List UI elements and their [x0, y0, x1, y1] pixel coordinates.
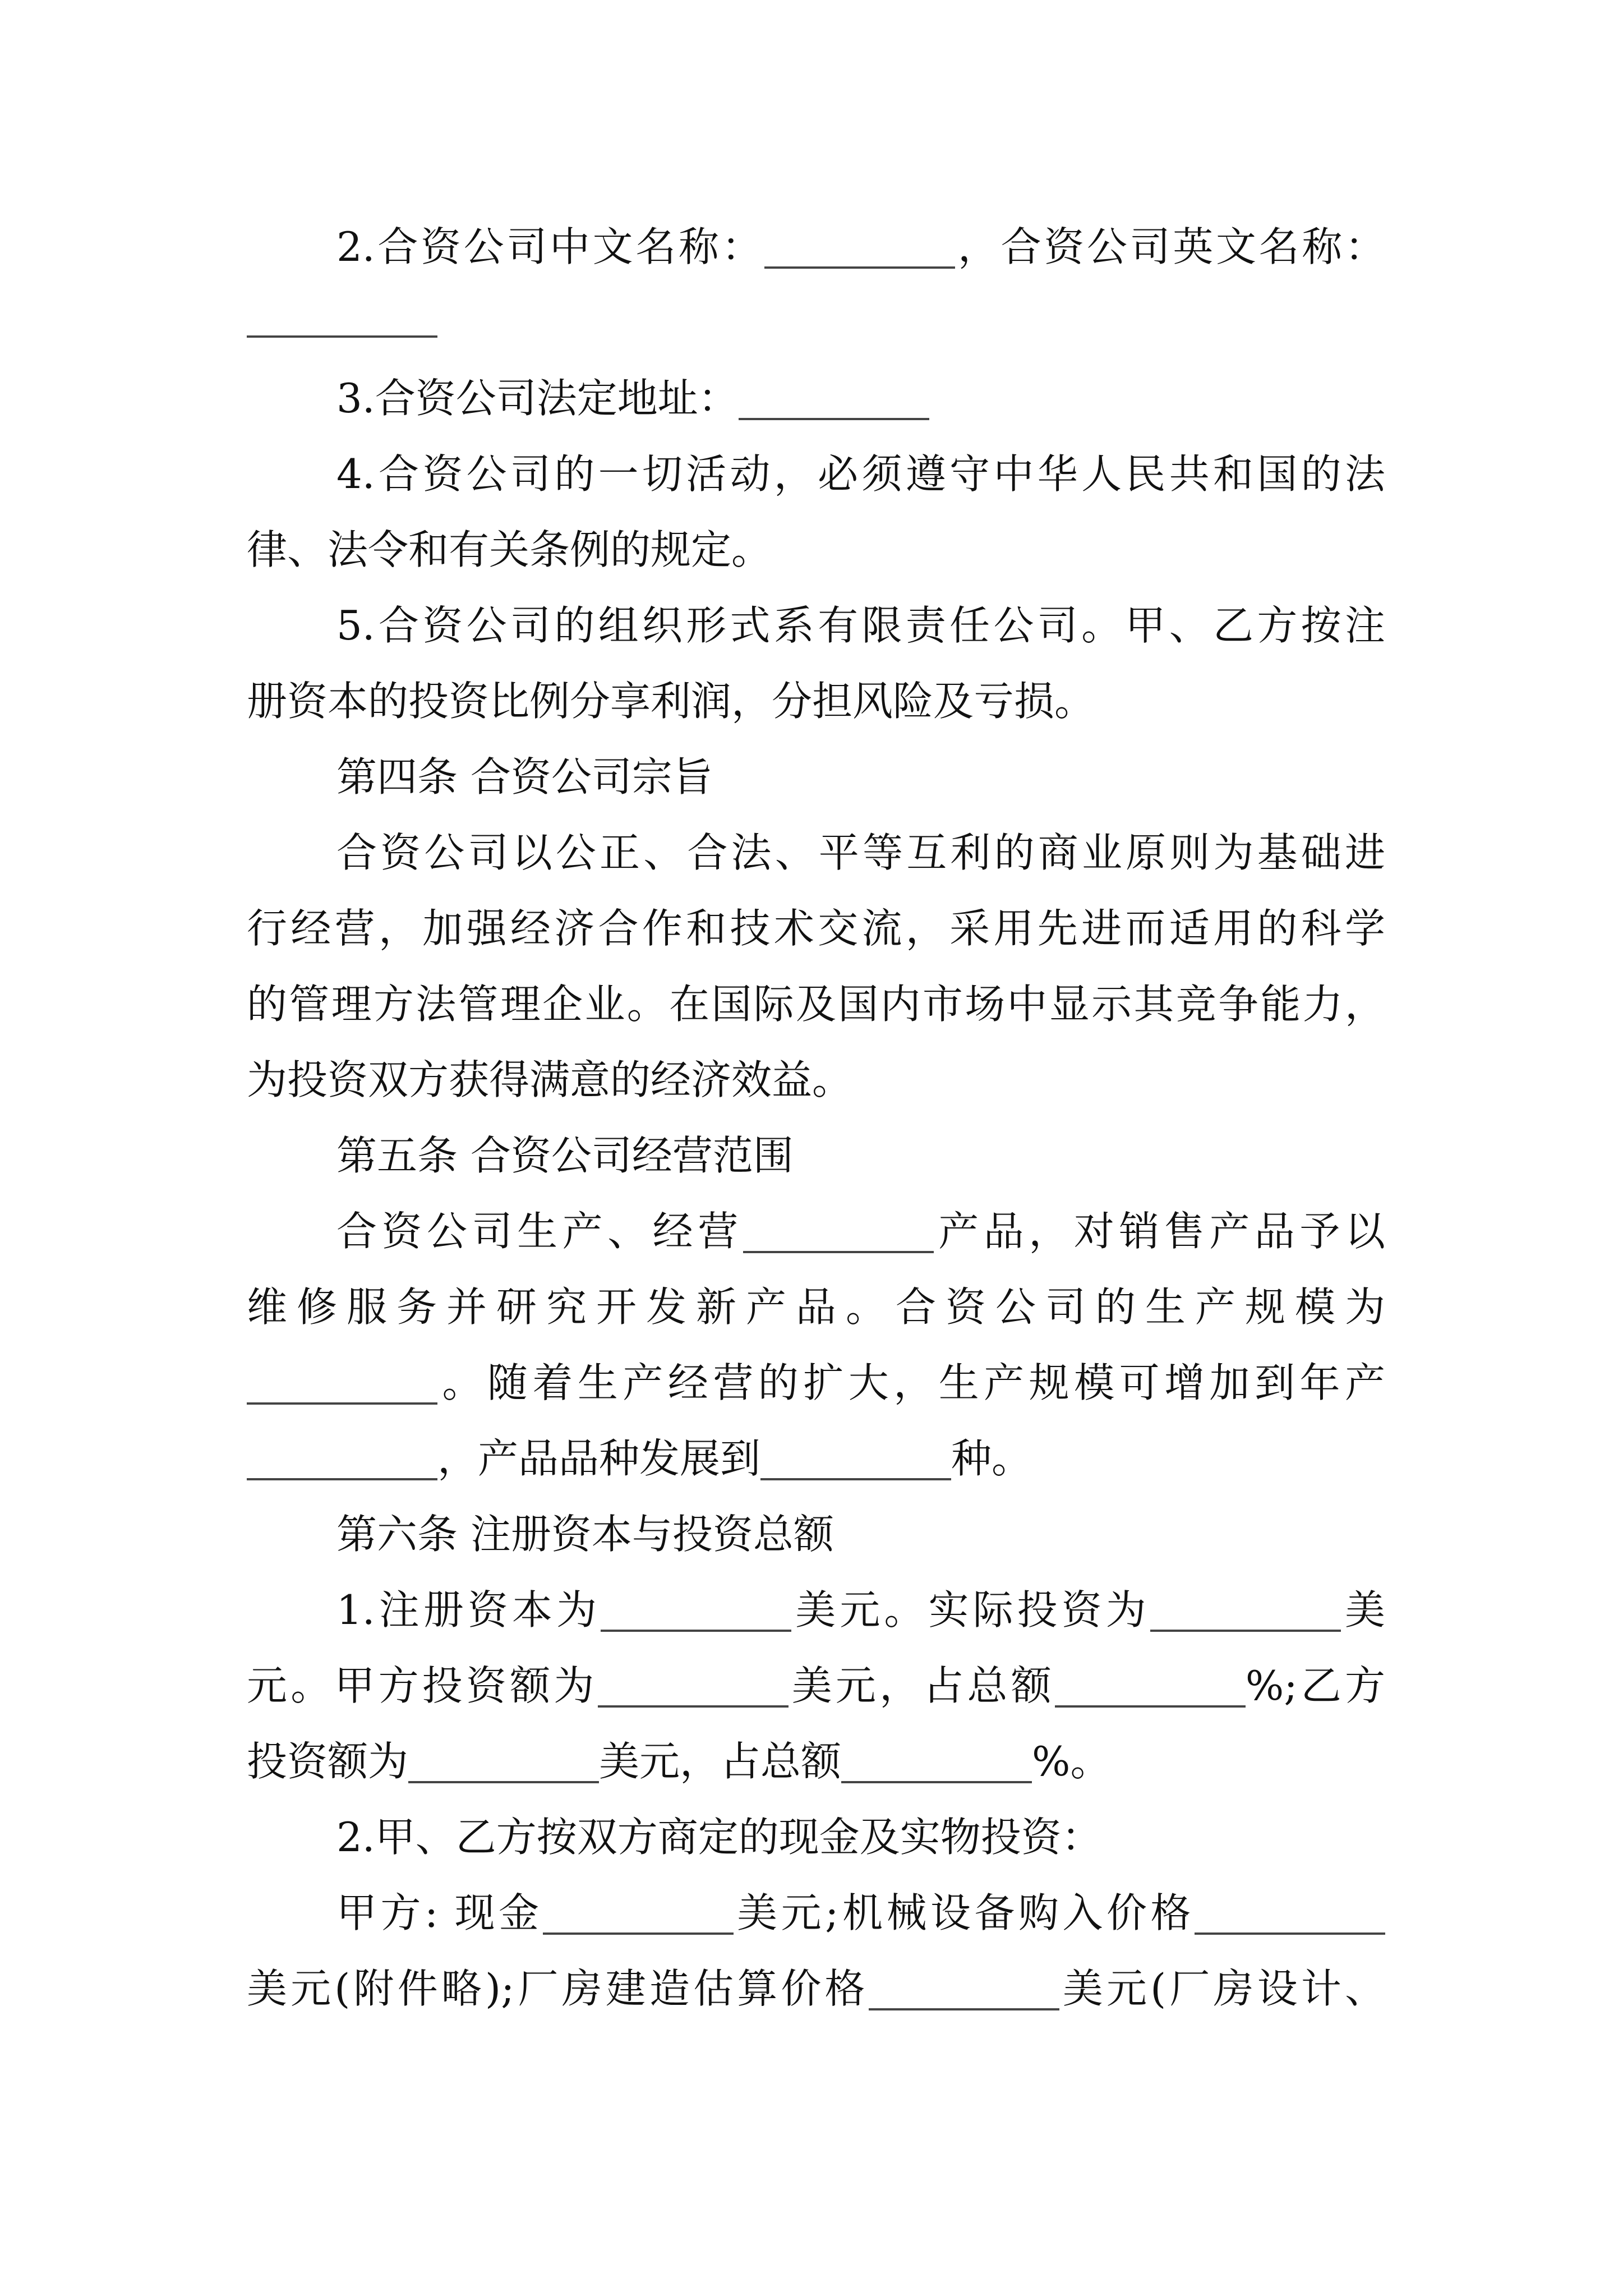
paragraph-line: 的管理方法管理企业。在国际及国内市场中显示其竞争能力， [247, 981, 1385, 1028]
clause-3-item-4: 4.合资公司的一切活动，必须遵守中华人民共和国的法 [336, 450, 1385, 498]
paragraph-line [247, 1958, 1385, 2019]
text: ，产品品种发展到 [437, 1435, 761, 1482]
fill-blank [247, 1478, 437, 1480]
paragraph-line [247, 1352, 1385, 1414]
paragraph-line: 为投资双方获得满意的经济效益。 [247, 1056, 853, 1103]
section-heading: 第四条 合资公司宗旨 [336, 753, 713, 800]
paragraph-line [247, 1731, 1385, 1792]
fill-blank [841, 1781, 1032, 1783]
section-heading: 第五条 合资公司经营范围 [336, 1132, 794, 1179]
paragraph-line [247, 1428, 1385, 1489]
text: %。 [1032, 1738, 1111, 1785]
paragraph-line [336, 1200, 1385, 1262]
paragraph-line [336, 1882, 1385, 1944]
paragraph-line: 行经营，加强经济合作和技术交流，采用先进而适用的科学 [247, 905, 1385, 952]
fill-blank [1195, 1932, 1385, 1935]
fill-blank [1150, 1630, 1341, 1632]
text: 美 [1340, 1586, 1385, 1634]
text: 3.合资公司法定地址： [336, 375, 739, 422]
paragraph-line: 2.甲、乙方按双方商定的现金及实物投资： [336, 1814, 1102, 1861]
clause-3-item-5: 5.合资公司的组织形式系有限责任公司。甲、乙方按注 [336, 602, 1385, 649]
fill-blank [601, 1630, 791, 1632]
section-heading: 第六条 注册资本与投资总额 [336, 1511, 834, 1558]
text: 美元，占总额 [599, 1738, 842, 1785]
text: 合资公司生产、经营 [336, 1208, 743, 1255]
paragraph-line [247, 1655, 1385, 1717]
fill-blank [760, 1478, 951, 1480]
text: 1.注册资本为 [336, 1586, 601, 1634]
fill-blank [247, 335, 437, 338]
text: 美元(厂房设计、 [1059, 1965, 1385, 2012]
paragraph-line: 册资本的投资比例分享利润，分担风险及亏损。 [247, 678, 1095, 725]
fill-blank [598, 1705, 789, 1708]
text: 甲方: 现金 [336, 1889, 543, 1936]
paragraph-line: 合资公司以公正、合法、平等互利的商业原则为基础进 [336, 829, 1385, 876]
text: 美元，占总额 [788, 1662, 1055, 1709]
text: 元。甲方投资额为 [247, 1662, 598, 1709]
text: 美元(附件略);厂房建造估算价格 [247, 1965, 869, 2012]
fill-blank [869, 2008, 1059, 2010]
paragraph-line: 律、法令和有关条例的规定。 [247, 526, 772, 573]
text: 美元。实际投资为 [791, 1586, 1150, 1634]
fill-blank [1055, 1705, 1246, 1708]
fill-blank [743, 1251, 934, 1253]
text: 美元;机械设备购入价格 [733, 1889, 1195, 1936]
fill-blank [543, 1932, 734, 1935]
text: 投资额为 [247, 1738, 409, 1785]
clause-3-item-3 [336, 367, 1475, 429]
fill-blank [739, 418, 929, 420]
text: %;乙方 [1245, 1662, 1385, 1709]
text: 种。 [951, 1435, 1032, 1482]
fill-blank [408, 1781, 599, 1783]
fill-blank [764, 266, 955, 269]
text: 。随着生产经营的扩大，生产规模可增加到年产 [437, 1359, 1385, 1406]
fill-blank [247, 1402, 437, 1405]
text: 产品，对销售产品予以 [933, 1208, 1385, 1255]
paragraph-line [336, 1579, 1385, 1641]
paragraph-line: 维修服务并研究开发新产品。合资公司的生产规模为 [247, 1283, 1385, 1331]
text: 2.合资公司中文名称： [336, 223, 765, 270]
text: ，合资公司英文名称： [955, 223, 1385, 270]
clause-3-item-2 [336, 216, 1385, 278]
